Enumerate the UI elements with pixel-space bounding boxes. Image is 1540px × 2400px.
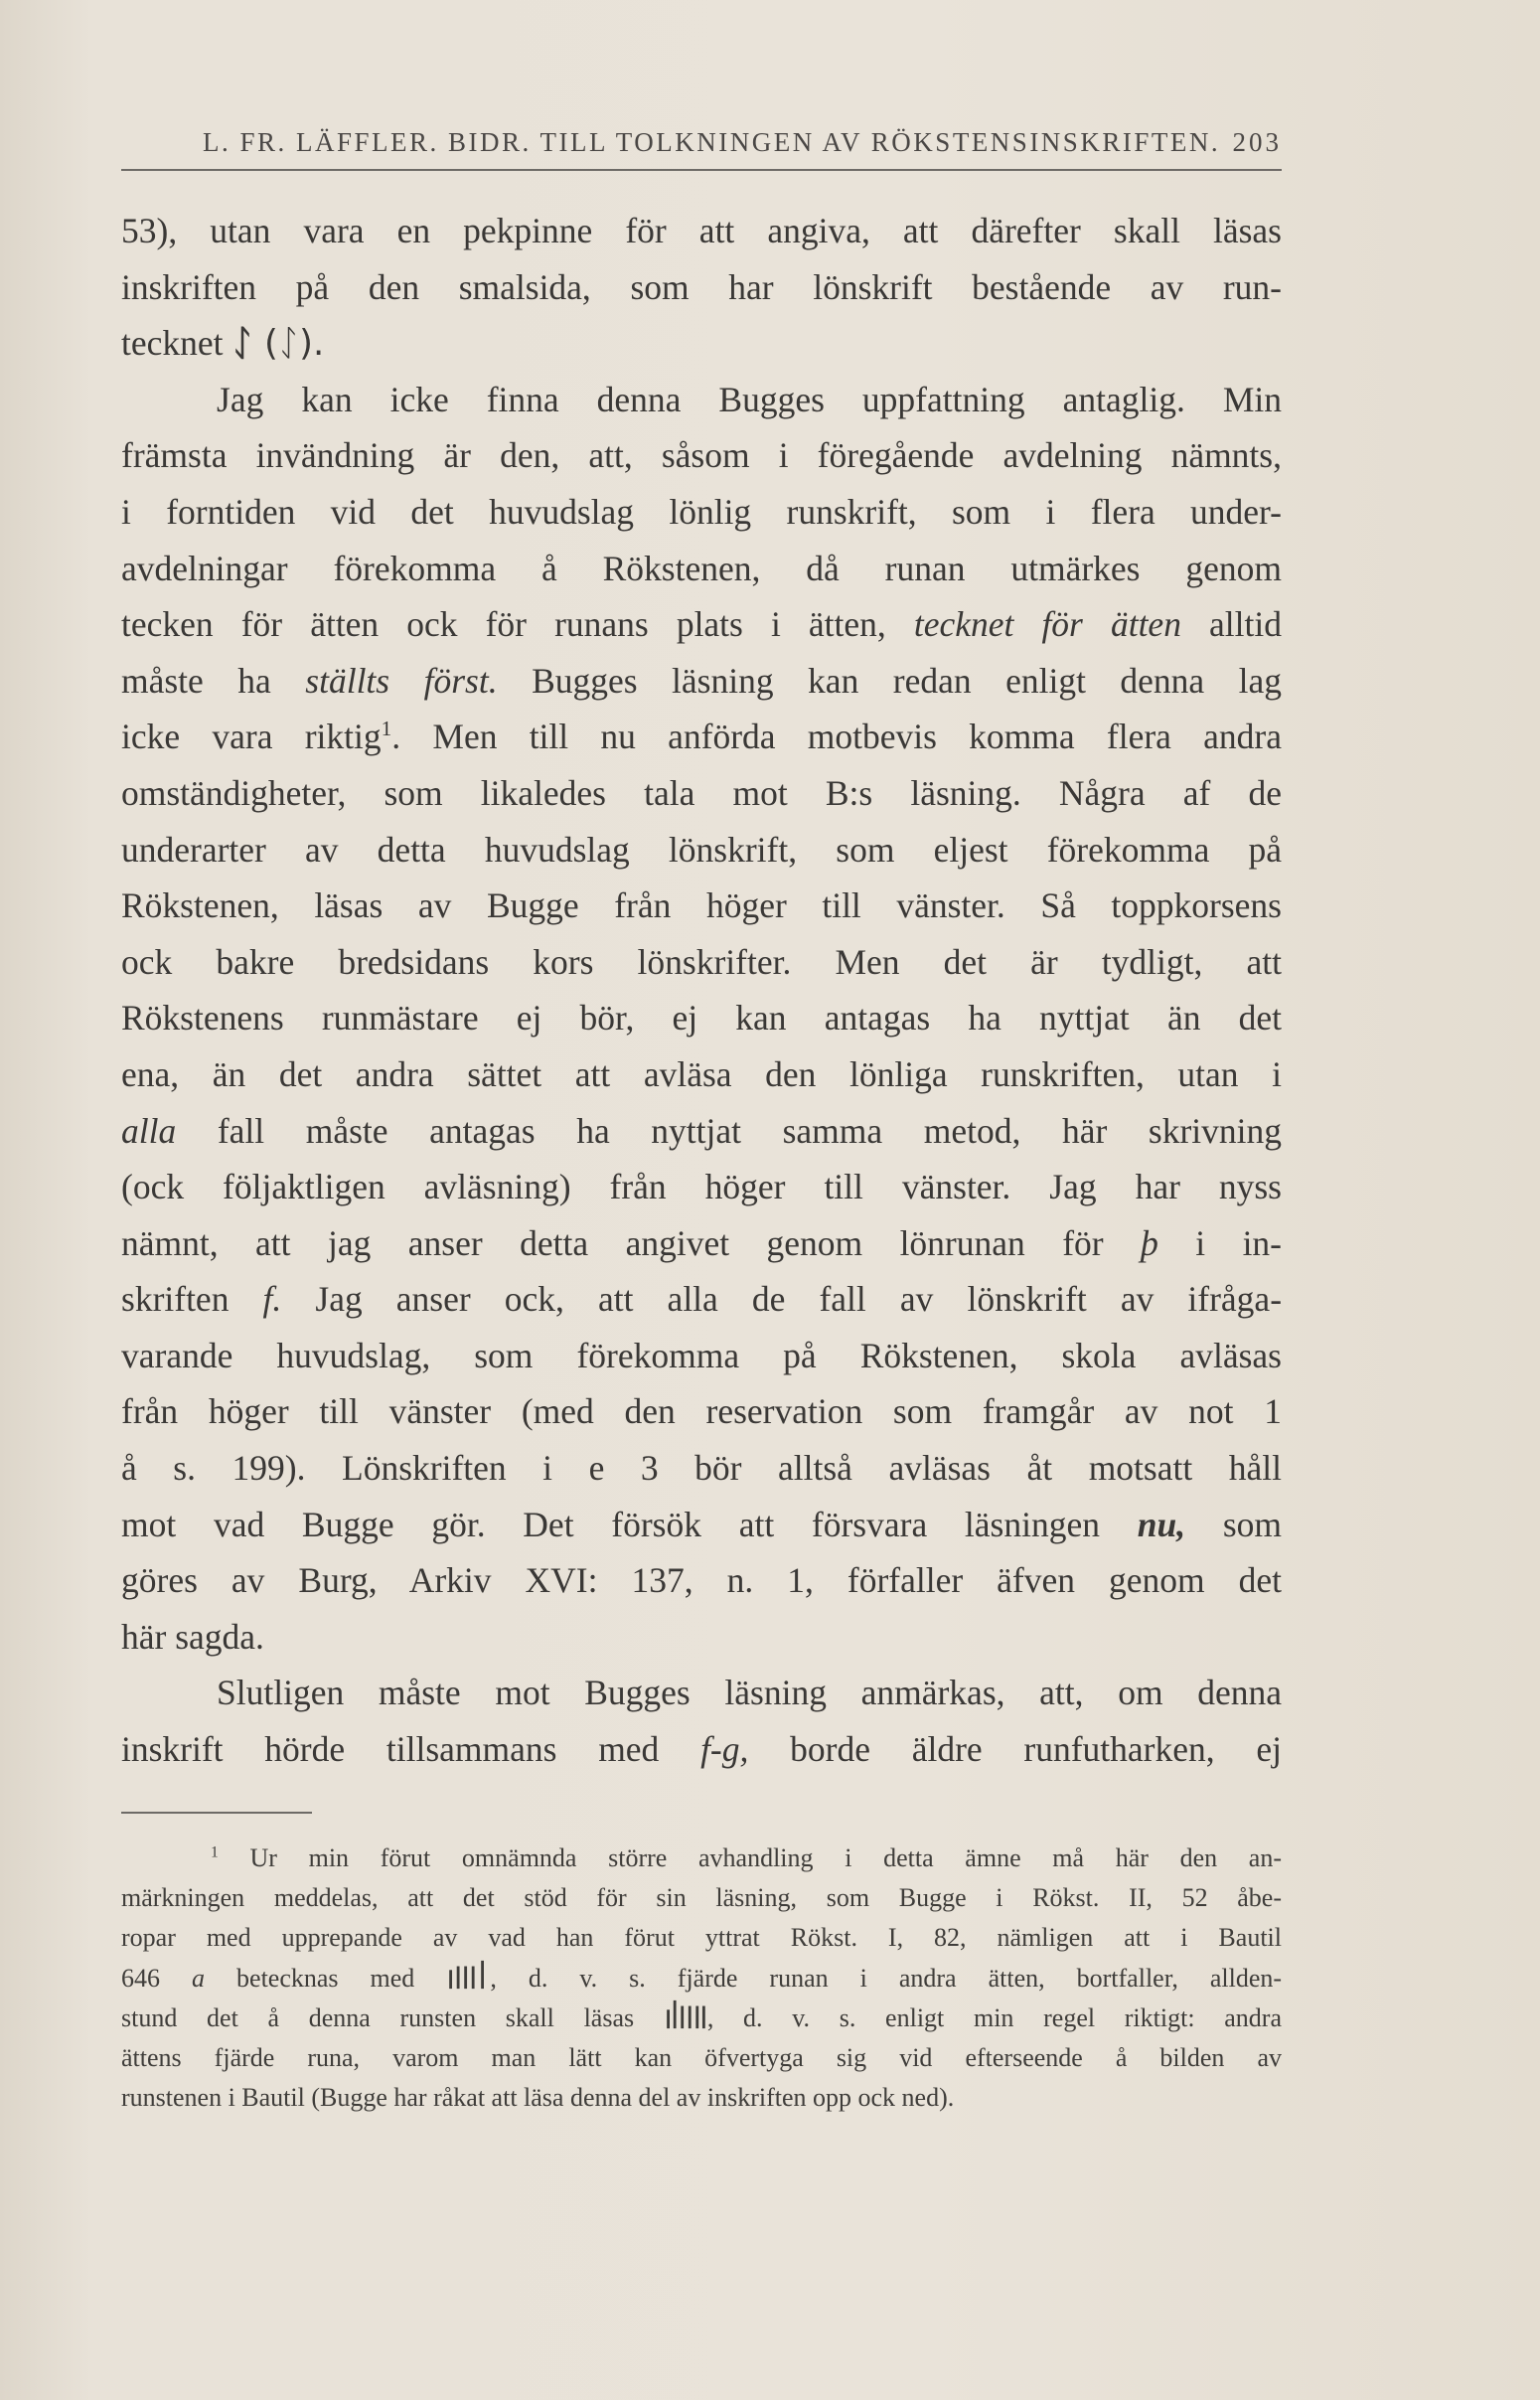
text-fragment: som — [1222, 1504, 1283, 1544]
italic-emphasis: þ — [1141, 1222, 1158, 1263]
text-fragment: icke vara riktig — [121, 717, 382, 757]
stave-cipher-icon — [446, 1959, 490, 1991]
text-fragment: skriften — [121, 1279, 230, 1320]
text-line — [121, 1215, 1282, 1272]
paragraph-start: Jag kan icke finna denna Bugges uppfattning antaglig. Min — [217, 379, 1282, 419]
text-fragment: Jag anser ock, att alla de fall av lönskrift av ifråga- — [315, 1279, 1283, 1320]
text-line — [121, 709, 1282, 765]
text-fragment: i in- — [1195, 1222, 1283, 1263]
italic-emphasis: f-g, — [700, 1729, 749, 1770]
text-fragment: Ur min förut omnämnda större avhandling i detta ämne må här den an- — [249, 1843, 1283, 1872]
page-number: 203 — [1232, 127, 1282, 157]
footnote-line: märkningen meddelas, att det stöd för sin läsning, som Bugge i Rökst. II, 52 åbe- — [121, 1883, 1282, 1913]
text-line: Rökstenens runmästare ej bör, ej kan antagas ha nyttjat än det — [121, 998, 1282, 1039]
text-line: från höger till vänster (med den reservation som framgår av not 1 — [121, 1391, 1282, 1432]
text-line: (ock följaktligen avläsning) från höger till vänster. Jag har nyss — [121, 1167, 1282, 1207]
footnote-mark: 1 — [211, 1843, 219, 1861]
footnote-line — [121, 1839, 1282, 1878]
text-fragment: , d. v. s. enligt min regel riktigt: andra — [706, 2002, 1282, 2032]
text-line: inskriften på den smalsida, som har lönskrift bestående av run- — [121, 266, 1282, 307]
text-fragment: . Men till nu anförda motbevis komma flera andra — [391, 717, 1282, 757]
footnote-line: runstenen i Bautil (Bugge har råkat att läsa denna del av inskriften opp ock ned). — [121, 2083, 955, 2113]
text-line — [121, 315, 1282, 372]
text-line — [121, 1271, 1282, 1328]
text-line: å s. 199). Lönskriften i e 3 bör alltså avläsas åt motsatt håll — [121, 1448, 1282, 1489]
bold-italic-emphasis: nu, — [1137, 1504, 1186, 1544]
footnote — [121, 1839, 1282, 2118]
text-line: göres av Burg, Arkiv XVI: 137, n. 1, förfaller äfven genom det — [121, 1560, 1282, 1601]
text-fragment: (ᛇ). — [252, 323, 325, 365]
text-line: ock bakre bredsidans kors lönskrifter. Men det är tydligt, att — [121, 941, 1282, 982]
text-fragment: fall måste antagas ha nyttjat samma metod, här skrivning — [217, 1110, 1282, 1151]
paragraph-start: Slutligen måste mot Bugges läsning anmärkas, att, om denna — [217, 1673, 1282, 1713]
main-text — [121, 203, 1282, 1778]
text-fragment: stund det å denna runsten skall läsas — [121, 2002, 635, 2032]
text-line — [121, 1103, 1282, 1160]
italic-emphasis: a — [192, 1963, 206, 1993]
text-line: 53), utan vara en pekpinne för att angiva, att därefter skall läsas — [121, 211, 1282, 250]
text-fragment: Bugges läsning kan redan enligt denna lag — [532, 660, 1283, 701]
text-line — [121, 1721, 1282, 1778]
italic-emphasis: f. — [262, 1279, 282, 1320]
footnote-line — [121, 1999, 1282, 2038]
text-fragment: tecknet — [121, 323, 224, 364]
stave-cipher-icon — [664, 1999, 707, 2030]
italic-emphasis: tecknet för ätten — [913, 604, 1181, 645]
text-fragment: borde äldre runfutharken, ej — [790, 1729, 1282, 1770]
text-fragment: betecknas med — [236, 1963, 415, 1993]
text-line: främsta invändning är den, att, såsom i föregående avdelning nämnts, — [121, 435, 1282, 476]
footnote-rule — [121, 1812, 312, 1814]
text-line: i forntiden vid det huvudslag lönlig runskrift, som i flera under- — [121, 491, 1282, 532]
header-title: L. FR. LÄFFLER. BIDR. TILL TOLKNINGEN AV RÖKSTENSINSKRIFTEN. — [203, 127, 1221, 157]
rune-glyph: ᛇ — [231, 323, 253, 365]
text-fragment: , d. v. s. fjärde runan i andra ätten, bortfaller, allden- — [490, 1963, 1283, 1993]
text-fragment: 646 — [121, 1963, 160, 1993]
running-header — [121, 127, 1282, 171]
text-line — [121, 1497, 1282, 1553]
text-fragment: tecken för ätten ock för runans plats i ätten, — [121, 604, 886, 645]
text-line: omständigheter, som likaledes tala mot B:s läsning. Några af de — [121, 772, 1282, 813]
header-rule — [121, 169, 1282, 171]
footnote-line: ropar med upprepande av vad han förut yttrat Rökst. I, 82, nämligen att i Bautil — [121, 1923, 1282, 1953]
text-fragment: måste ha — [121, 660, 271, 701]
italic-emphasis: alla — [121, 1110, 177, 1151]
italic-emphasis: ställts först. — [305, 660, 498, 701]
text-line — [121, 653, 1282, 710]
text-line: här sagda. — [121, 1616, 264, 1657]
text-fragment: mot vad Bugge gör. Det försök att försvara läsningen — [121, 1504, 1100, 1544]
footnote-line: ättens fjärde runa, varom man lätt kan öfvertyga sig vid efterseende å bilden av — [121, 2042, 1282, 2072]
text-line: underarter av detta huvudslag lönskrift, som eljest förekomma på — [121, 829, 1282, 870]
text-line: avdelningar förekomma å Rökstenen, då runan utmärkes genom — [121, 548, 1282, 588]
text-fragment: inskrift hörde tillsammans med — [121, 1729, 660, 1770]
text-line: ena, än det andra sättet att avläsa den lönliga runskriften, utan i — [121, 1053, 1282, 1094]
text-line: varande huvudslag, som förekomma på Rökstenen, skola avläsas — [121, 1335, 1282, 1375]
text-fragment: nämnt, att jag anser detta angivet genom lönrunan för — [121, 1222, 1104, 1263]
text-fragment: alltid — [1209, 604, 1283, 645]
text-line — [121, 596, 1282, 653]
footnote-line — [121, 1959, 1282, 1999]
text-line: Rökstenen, läsas av Bugge från höger till vänster. Så toppkorsens — [121, 885, 1282, 926]
footnote-ref: 1 — [381, 717, 392, 741]
